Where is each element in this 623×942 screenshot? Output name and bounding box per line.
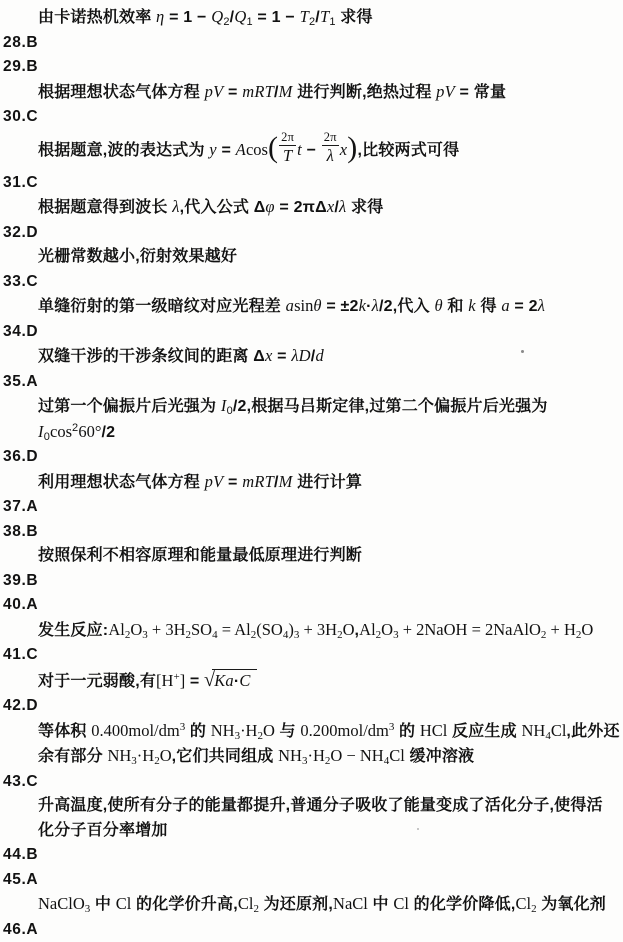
answer-35: 35.A — [0, 370, 615, 395]
solution-line-ideal-gas: 根据理想状态气体方程 pV = mRT/M 进行判断,绝热过程 pV = 常量 — [0, 80, 615, 106]
answer-46: 46.A — [0, 918, 615, 942]
solution-line-buffer-2: 余有部分 $NH_3\cdot H_2O$,它们共同组成 $NH_3\cdot H_2O - NH_4Cl$ 缓冲溶液 — [0, 744, 615, 770]
solution-line-buffer-1: 等体积 $0.400mol/dm^3$ 的 $NH_3\cdot H_2O$ 与 $0.200mol/dm^3$ 的 HCl 反应生成 $NH_4Cl$,此外还 — [0, 719, 615, 745]
solution-line-wave-equation: 根据题意,波的表达式为 y = Acos( $\frac{2\pi}{T}$ t − $\frac{2\pi}{\lambda}$ x),比较两式可得 — [0, 130, 615, 171]
answer-34: 34.D — [0, 320, 615, 345]
answer-44: 44.B — [0, 843, 615, 868]
answer-31: 31.C — [0, 171, 615, 196]
answer-37: 37.A — [0, 495, 615, 520]
solution-line-double-slit: 双缝干涉的干涉条纹间的距离 Δx = λD/d — [0, 344, 615, 370]
solution-line-polarizer-2: $I_0\cos^260^\circ/2$ — [0, 420, 615, 446]
solution-line-carnot: 由卡诺热机效率 $\eta = 1 - Q_2/Q_1 = 1 - T_2/T_1$ 求得 — [0, 5, 615, 31]
answer-32: 32.D — [0, 221, 615, 246]
answer-39: 39.B — [0, 569, 615, 594]
solution-line-phase: 根据题意得到波长 λ,代入公式 Δφ = 2πΔx/λ 求得 — [0, 195, 615, 221]
solution-line-activation-2: 化分子百分率增加 — [0, 819, 615, 844]
solution-line-grating: 光栅常数越小,衍射效果越好 — [0, 245, 615, 270]
solution-line-gas-calc: 利用理想状态气体方程 pV = mRT/M 进行计算 — [0, 470, 615, 496]
answer-38: 38.B — [0, 520, 615, 545]
solution-line-polarizer-1: 过第一个偏振片后光强为 $I_0/2$,根据马吕斯定律,过第二个偏振片后光强为 — [0, 394, 615, 420]
answer-45: 45.A — [0, 868, 615, 893]
answer-30: 30.C — [0, 105, 615, 130]
scan-artifact-dot — [521, 350, 524, 353]
answer-43: 43.C — [0, 770, 615, 795]
answer-42: 42.D — [0, 694, 615, 719]
solution-line-single-slit: 单缝衍射的第一级暗纹对应光程差 asinθ = ±2k·λ/2,代入 θ 和 k 得 a = 2λ — [0, 294, 615, 320]
scan-artifact-dot — [417, 828, 419, 830]
solution-line-activation-1: 升高温度,使所有分子的能量都提升,普通分子吸收了能量变成了活化分子,使得活 — [0, 794, 615, 819]
solution-line-naclo3: NaClO$_3$ 中 Cl 的化学价升高$,Cl_2$ 为还原剂,NaCl 中 Cl 的化学价降低$,Cl_2$ 为氧化剂 — [0, 892, 615, 918]
answer-40: 40.A — [0, 593, 615, 618]
answer-41: 41.C — [0, 643, 615, 668]
answer-29: 29.B — [0, 55, 615, 80]
answer-36: 36.D — [0, 445, 615, 470]
answer-33: 33.C — [0, 270, 615, 295]
solution-line-al2o3: 发生反应$:Al_2O_3 + 3H_2SO_4 = Al_2(SO_4)_3 + 3H_2O,Al_2O_3$ + 2NaOH = 2NaAlO$_2$ + $H_2O$ — [0, 618, 615, 644]
solution-line-pauli: 按照保利不相容原理和能量最低原理进行判断 — [0, 544, 615, 569]
solution-line-weak-acid: 对于一元弱酸,有[H+] = √Ka·C — [0, 668, 615, 695]
answer-28: 28.B — [0, 31, 615, 56]
